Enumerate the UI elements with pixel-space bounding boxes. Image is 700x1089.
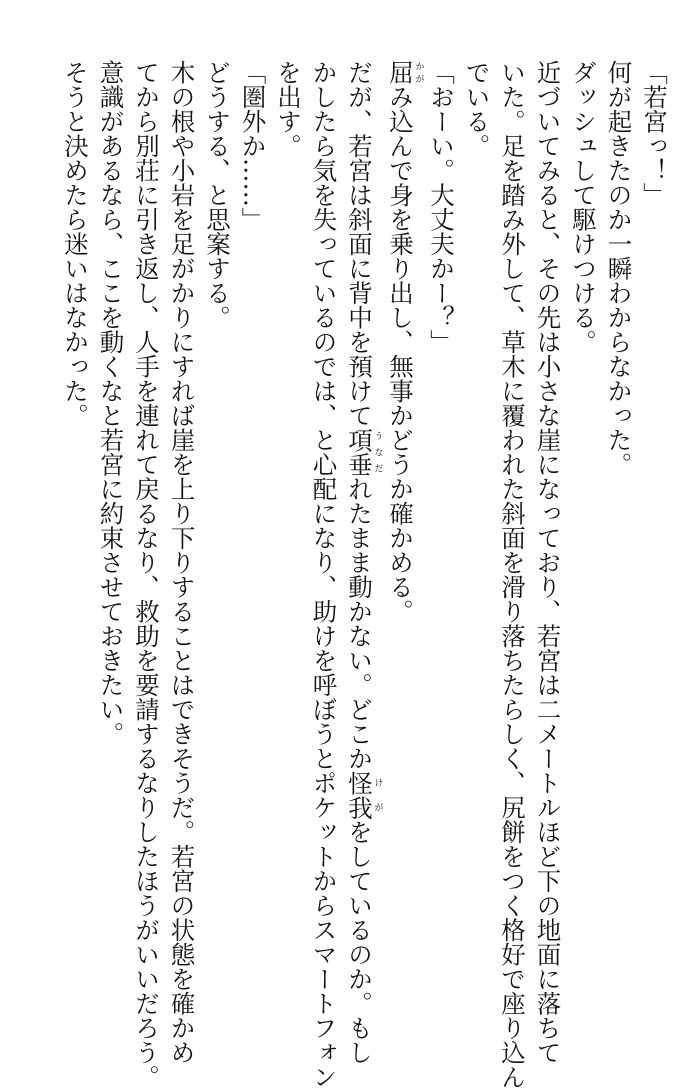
vertical-text-body bbox=[58, 60, 673, 1089]
text-line-3: ダッシュして駆けつける。 bbox=[569, 60, 598, 354]
text-line-10: かしたら気を失っているのでは、と心配になり、助けを呼ぼうとポケットからスマートフォン bbox=[309, 60, 339, 1089]
text-line-9-end: をしているのか。もし bbox=[345, 819, 374, 1065]
ruby-kaga: 屈かが bbox=[386, 60, 424, 85]
text-line-4: 近づいてみると、その先は小さな崖になっており、若宮は二メートルほど下の地面に落ちて bbox=[533, 60, 563, 1065]
text-line-12: 「圏外か……」 bbox=[238, 60, 268, 232]
text-line-13: どうする、と思案する。 bbox=[203, 60, 232, 330]
text-line-9-tail: れたまま動かない。どこか bbox=[345, 476, 374, 771]
text-line-8: 屈かがみ込んで身を乗り出し、無事かどうか確かめる。 bbox=[386, 60, 424, 624]
text-line-7: 「おーい。大丈夫かー？」 bbox=[427, 60, 456, 354]
text-line-14: 木の根や小岩を足がかりにすれば崖を上り下りすることはできそうだ。若宮の状態を確かめ bbox=[167, 60, 197, 1065]
text-line-16: 意識があるなら、ここを動くなと若宮に約束させておきたい。 bbox=[96, 60, 126, 746]
text-line-6: でいる。 bbox=[462, 60, 492, 158]
text-line-2: 何が起きたのか一瞬わからなかった。 bbox=[604, 60, 634, 477]
ruby-unada: 項垂うなだ bbox=[345, 427, 383, 477]
text-line-11: を出す。 bbox=[274, 60, 303, 158]
text-line-15: てから別荘に引き返し、人手を連れて戻るなり、救助を要請するなりしたほうがいいだろう。 bbox=[132, 60, 161, 1089]
text-line-17: そうと決めたら迷いはなかった。 bbox=[61, 60, 90, 428]
text-line-9: だが、若宮は斜面に背中を預けて項垂うなだれたまま動かない。どこか怪我けがをしているのか。もし bbox=[345, 60, 383, 1065]
text-line-5: いた。足を踏み外して、草木に覆われた斜面を滑り落ちたらしく、尻餅をつく格好で座り込ん bbox=[498, 60, 527, 1089]
ruby-kega: 怪我けが bbox=[345, 770, 383, 820]
text-line-1: 「若宮っ！」 bbox=[640, 60, 669, 207]
